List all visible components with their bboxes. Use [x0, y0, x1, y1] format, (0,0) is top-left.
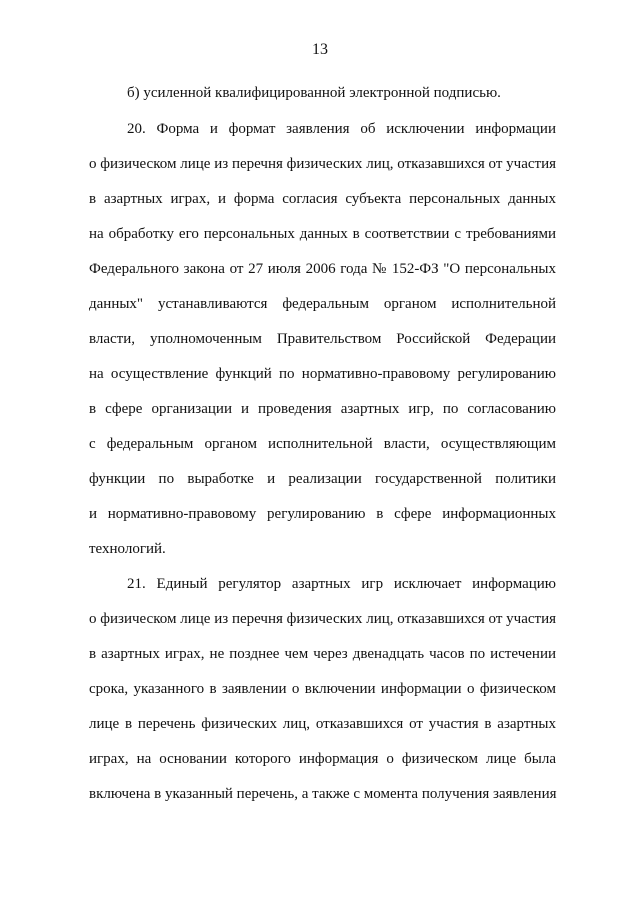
- paragraph-21-line: включена в указанный перечень, а также с момента получения заявления: [89, 786, 557, 802]
- page-number: 13: [312, 41, 328, 58]
- paragraph-20-line: с федеральным органом исполнительной власти, осуществляющим: [89, 436, 556, 452]
- paragraph-21-line: лице в перечень физических лиц, отказавшихся от участия в азартных: [89, 716, 556, 732]
- text-line: б) усиленной квалифицированной электронной подписью.: [127, 85, 501, 101]
- paragraph-20-line: данных" устанавливаются федеральным органом исполнительной: [89, 296, 556, 312]
- paragraph-21-line: в азартных играх, не позднее чем через двенадцать часов по истечении: [89, 646, 556, 662]
- paragraph-20-line: в азартных играх, и форма согласия субъекта персональных данных: [89, 191, 556, 207]
- paragraph-20-line: и нормативно-правовому регулированию в сфере информационных: [89, 506, 556, 522]
- paragraph-20-line: на осуществление функций по нормативно-правовому регулированию: [89, 366, 556, 382]
- paragraph-21-line: срока, указанного в заявлении о включении информации о физическом: [89, 681, 556, 697]
- paragraph-20-line: технологий.: [89, 541, 166, 557]
- paragraph-20-line: власти, уполномоченным Правительством Российской Федерации: [89, 331, 556, 347]
- paragraph-21-line: играх, на основании которого информация о физическом лице была: [89, 751, 556, 767]
- paragraph-20-line: функции по выработке и реализации государственной политики: [89, 471, 556, 487]
- paragraph-20-line: в сфере организации и проведения азартных игр, по согласованию: [89, 401, 556, 417]
- paragraph-20-line: о физическом лице из перечня физических лиц, отказавшихся от участия: [89, 156, 556, 172]
- paragraph-21-line: 21. Единый регулятор азартных игр исключает информацию: [127, 576, 556, 592]
- paragraph-20-line: 20. Форма и формат заявления об исключении информации: [127, 121, 556, 137]
- paragraph-21-line: о физическом лице из перечня физических лиц, отказавшихся от участия: [89, 611, 556, 627]
- paragraph-20-line: Федерального закона от 27 июля 2006 года № 152-ФЗ "О персональных: [89, 261, 556, 277]
- paragraph-20-line: на обработку его персональных данных в соответствии с требованиями: [89, 226, 556, 242]
